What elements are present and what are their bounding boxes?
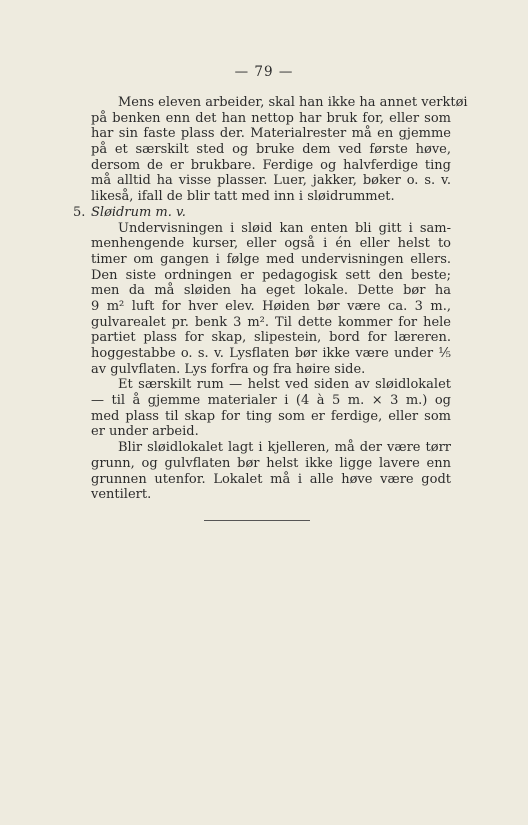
text-line: har sin faste plass der. Materialrester må en gjemme (91, 126, 451, 142)
text-line: Et særskilt rum — helst ved siden av sløidlokalet (118, 377, 451, 393)
section-divider (204, 520, 310, 521)
text-line: Mens eleven arbeider, skal han ikke ha annet verktøi (118, 95, 468, 110)
section-title: Sløidrum m. v. (91, 204, 186, 220)
text-line: ventilert. (91, 487, 152, 503)
paragraph-3 (91, 377, 451, 440)
text-line: men da må sløiden ha eget lokale. Dette bør ha (91, 283, 451, 299)
paragraph-2 (91, 221, 451, 378)
section-heading (73, 204, 451, 221)
text-body (73, 95, 468, 503)
text-line: grunnen utenfor. Lokalet må i alle høve være godt (91, 471, 451, 487)
section-number: 5. (73, 204, 86, 220)
text-line: på et særskilt sted og bruke dem ved første høve, (91, 142, 451, 158)
text-line: Den siste ordningen er pedagogisk sett den beste; (91, 267, 451, 283)
page-number: — 79 — (234, 64, 294, 80)
text-line: av gulvflaten. Lys forfra og fra høire side. (91, 361, 366, 377)
text-line: er under arbeid. (91, 424, 199, 440)
text-line: Undervisningen i sløid kan enten bli gitt i sam- (118, 220, 451, 236)
paragraph-1 (91, 95, 468, 205)
text-line: med plass til skap for ting som er ferdige, eller som (91, 408, 451, 424)
text-line: grunn, og gulvflaten bør helst ikke ligge lavere enn (91, 455, 451, 471)
text-line: må alltid ha visse plasser. Luer, jakker, bøker o. s. v. (91, 173, 451, 189)
text-line: menhengende kurser, eller også i én eller helst to (91, 236, 451, 252)
text-line: timer om gangen i følge med undervisningen ellers. (91, 251, 451, 267)
text-line: partiet plass for skap, slipestein, bord for læreren. (91, 330, 451, 346)
text-line: dersom de er brukbare. Ferdige og halvferdige ting (91, 157, 451, 173)
text-line: gulvarealet pr. benk 3 m². Til dette kommer for hele (91, 314, 451, 330)
text-line: hoggestabbe o. s. v. Lysflaten bør ikke være under ⅕ (91, 346, 451, 361)
text-line: — til å gjemme materialer i (4 à 5 m. × 3 m.) og (91, 393, 451, 409)
text-line: på benken enn det han nettop har bruk for, eller som (91, 110, 451, 126)
text-line: Blir sløidlokalet lagt i kjelleren, må der være tørr (118, 440, 451, 456)
paragraph-4 (91, 440, 451, 503)
text-line: likeså, ifall de blir tatt med inn i sløidrummet. (91, 189, 395, 205)
text-line: 9 m² luft for hver elev. Høiden bør være ca. 3 m., (91, 298, 451, 314)
